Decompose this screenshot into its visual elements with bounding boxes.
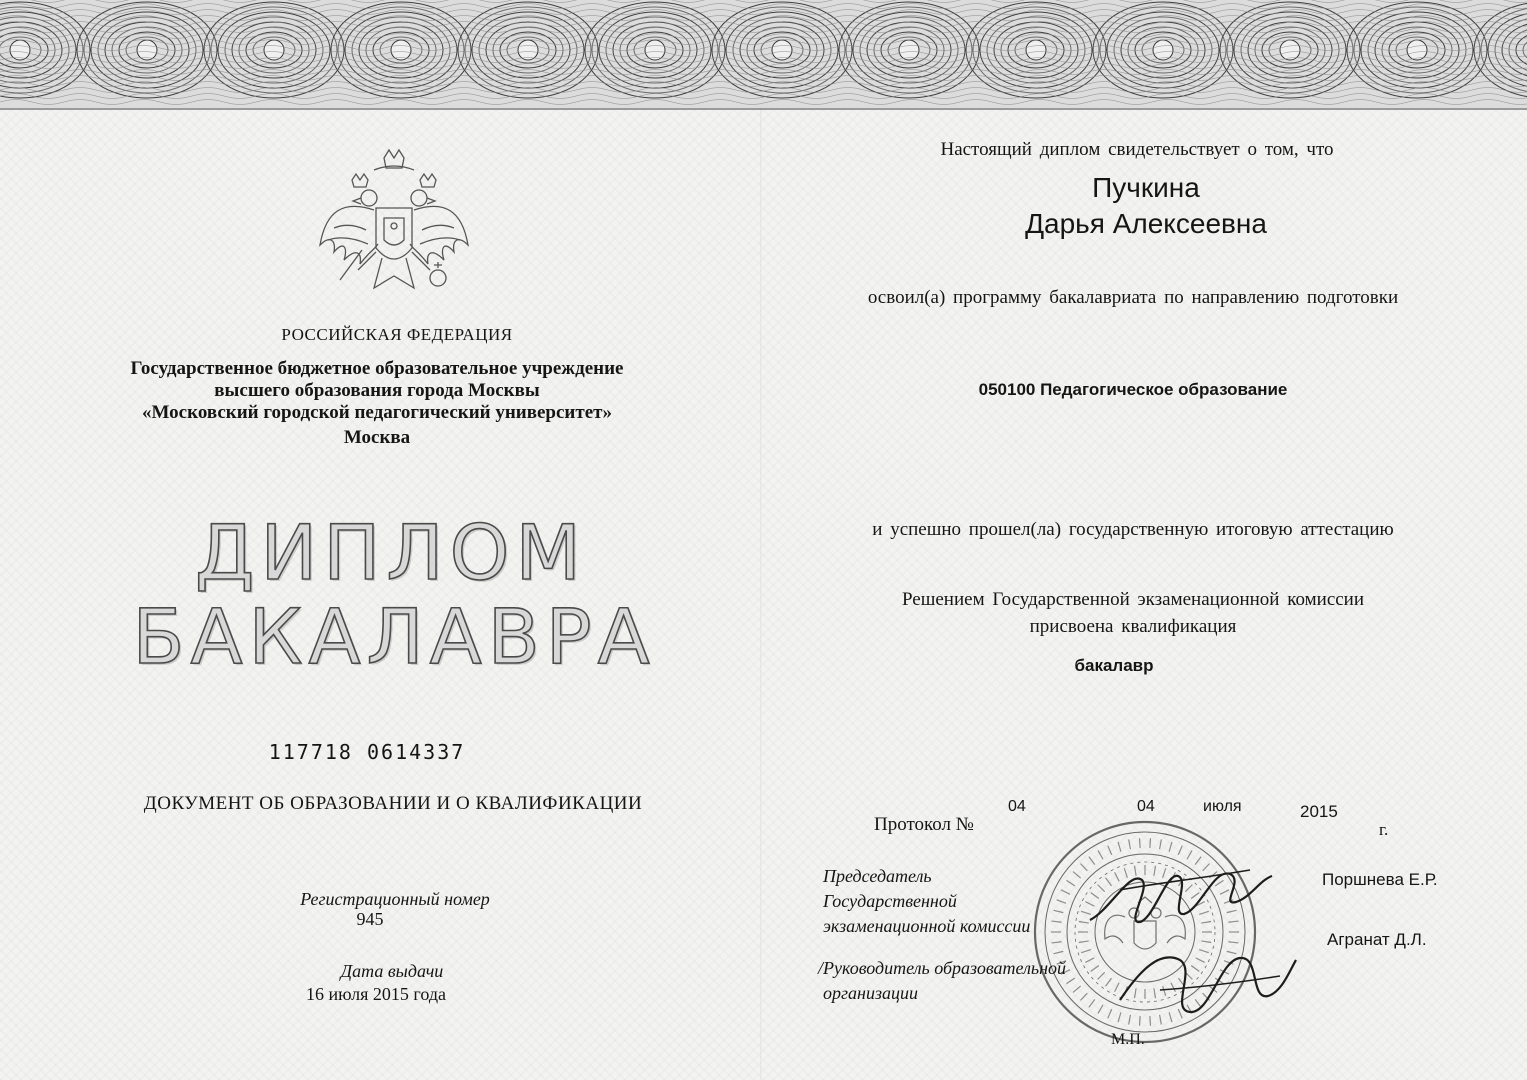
seal-letter-mark bbox=[1150, 838, 1151, 848]
guilloche-center bbox=[1026, 40, 1046, 60]
seal-letter-mark bbox=[1089, 999, 1095, 1007]
attestation-text: и успешно прошел(ла) государственную итоговую аттестацию bbox=[872, 519, 1394, 540]
head-title-line2: организации bbox=[823, 983, 918, 1003]
seal-letter-mark bbox=[1054, 951, 1064, 953]
mastered-program-text: освоил(а) программу бакалавриата по направлению подготовки bbox=[867, 287, 1399, 308]
protocol-number: 04 bbox=[1008, 798, 1026, 815]
issue-date-label: Дата выдачи bbox=[340, 961, 444, 981]
seal-letter-mark bbox=[1066, 978, 1074, 983]
chair-title-line2: Государственной bbox=[823, 891, 957, 911]
seal-letter-mark bbox=[1091, 966, 1099, 972]
seal-letter-mark bbox=[1080, 993, 1087, 1000]
seal-letter-mark bbox=[1052, 921, 1062, 922]
protocol-year: 2015 bbox=[1300, 802, 1338, 821]
chair-name: Поршнева Е.Р. bbox=[1322, 870, 1438, 889]
guilloche-center bbox=[518, 40, 538, 60]
seal-letter-mark bbox=[1073, 986, 1081, 992]
guilloche-center bbox=[1153, 40, 1173, 60]
diploma-title-line1: ДИПЛОМ bbox=[195, 508, 587, 597]
guilloche-center bbox=[772, 40, 792, 60]
seal-letter-mark bbox=[1054, 910, 1064, 912]
qualification-value: бакалавр bbox=[1074, 656, 1154, 675]
guilloche-center bbox=[1407, 40, 1427, 60]
federation-label: РОССИЙСКАЯ ФЕДЕРАЦИЯ bbox=[281, 325, 513, 344]
seal-letter-mark bbox=[1079, 941, 1089, 943]
protocol-day: 04 bbox=[1137, 798, 1155, 815]
seal-letter-mark bbox=[1081, 950, 1091, 953]
program-name: 050100 Педагогическое образование bbox=[978, 380, 1288, 399]
diploma-title-line2: БАКАЛАВРА bbox=[132, 592, 656, 681]
graduate-surname: Пучкина bbox=[1092, 172, 1200, 203]
chair-title-line1: Председатель bbox=[823, 866, 932, 886]
guilloche-center bbox=[645, 40, 665, 60]
chair-signature bbox=[1080, 850, 1280, 940]
protocol-label: Протокол № bbox=[874, 814, 974, 835]
seal-letter-mark bbox=[1052, 942, 1062, 943]
seal-place-mark: М.П. bbox=[1111, 1031, 1145, 1048]
seal-letter-mark bbox=[1160, 839, 1162, 849]
protocol-year-suffix: г. bbox=[1379, 820, 1389, 839]
institution-city: Москва bbox=[343, 427, 411, 448]
seal-letter-mark bbox=[1129, 839, 1131, 849]
institution-name bbox=[97, 358, 657, 424]
head-signature bbox=[1100, 930, 1300, 1030]
guilloche-pattern bbox=[0, 0, 1527, 108]
seal-letter-mark bbox=[1066, 880, 1074, 885]
registration-number: 945 bbox=[356, 909, 384, 929]
seal-letter-mark bbox=[1061, 890, 1070, 894]
certifies-text: Настоящий диплом свидетельствует о том, что bbox=[940, 139, 1334, 160]
head-title-line1: /Руководитель образовательной bbox=[818, 958, 1067, 978]
guilloche-center bbox=[899, 40, 919, 60]
protocol-month: июля bbox=[1203, 798, 1242, 815]
seal-letter-mark bbox=[1085, 958, 1094, 963]
commission-decision-line2: присвоена квалификация bbox=[1029, 616, 1237, 637]
registration-label: Регистрационный номер bbox=[300, 889, 490, 909]
guilloche-center bbox=[391, 40, 411, 60]
guilloche-center bbox=[1280, 40, 1300, 60]
guilloche-center bbox=[264, 40, 284, 60]
chair-title-line3: экзаменационной комиссии bbox=[823, 916, 1031, 936]
page-fold bbox=[760, 108, 762, 1080]
institution-line: высшего образования города Москвы bbox=[214, 380, 540, 401]
institution-line: Государственное бюджетное образовательное учреждение bbox=[130, 358, 624, 379]
double-headed-eagle-icon bbox=[314, 140, 474, 320]
document-type: ДОКУМЕНТ ОБ ОБРАЗОВАНИИ И О КВАЛИФИКАЦИИ bbox=[143, 793, 643, 814]
issue-date: 16 июля 2015 года bbox=[306, 984, 446, 1004]
seal-letter-mark bbox=[1057, 900, 1066, 903]
guilloche-center bbox=[10, 40, 30, 60]
seal-letter-mark bbox=[1140, 838, 1141, 848]
document-number: 117718 0614337 bbox=[268, 740, 466, 764]
commission-decision-line1: Решением Государственной экзаменационной комиссии bbox=[901, 589, 1365, 610]
guilloche-center bbox=[137, 40, 157, 60]
graduate-given-names: Дарья Алексеевна bbox=[1025, 208, 1267, 239]
institution-line: «Московский городской педагогический университет» bbox=[142, 402, 612, 423]
guilloche-border bbox=[0, 0, 1527, 110]
head-name: Агранат Д.Л. bbox=[1327, 930, 1427, 949]
